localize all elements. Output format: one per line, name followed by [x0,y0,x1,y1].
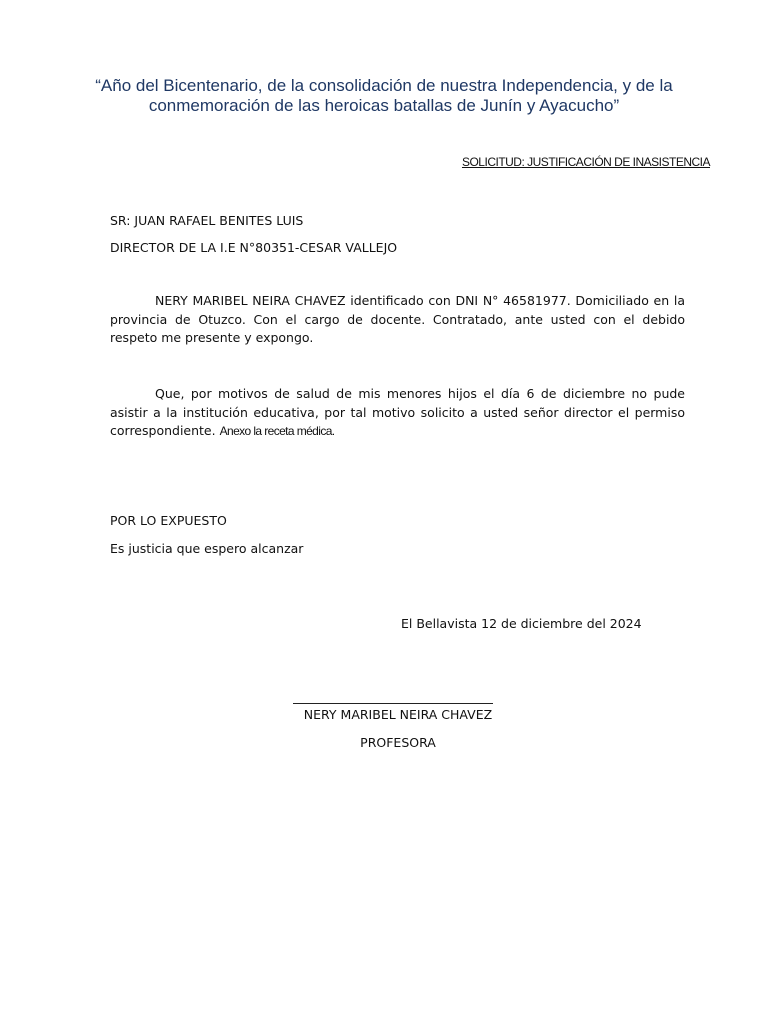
body-paragraph-2-text: Que, por motivos de salud de mis menores hijos el día 6 de diciembre no pude asistir a la institución educativa, por tal motivo solicito a usted señor director el permiso correspondiente. [110,386,685,438]
signature-line [293,703,493,704]
signer-name: NERY MARIBEL NEIRA CHAVEZ [303,707,493,722]
subject-title: SOLICITUD: JUSTIFICACIÓN DE INASISTENCIA [461,155,710,169]
closing-request: Es justicia que espero alcanzar [110,541,304,556]
recipient-title: DIRECTOR DE LA I.E N°80351-CESAR VALLEJO [110,240,398,255]
attachment-note: Anexo la receta médica. [219,424,335,438]
recipient-name: SR: JUAN RAFAEL BENITES LUIS [110,213,304,228]
place-date: El Bellavista 12 de diciembre del 2024 [401,616,642,631]
closing-phrase: POR LO EXPUESTO [110,513,227,528]
year-motto: “Año del Bicentenario, de la consolidación de nuestra Independencia, y de la conmemoración de las heroicas batallas de Junín y Ayacucho” [95,76,673,115]
signer-role: PROFESORA [360,735,436,750]
body-paragraph-2 [110,385,685,441]
body-paragraph-1: NERY MARIBEL NEIRA CHAVEZ identificado con DNI N° 46581977. Domiciliado en la provincia de Otuzco. Con el cargo de docente. Contratado, ante usted con el debido respeto me presente y expongo. [110,293,685,345]
